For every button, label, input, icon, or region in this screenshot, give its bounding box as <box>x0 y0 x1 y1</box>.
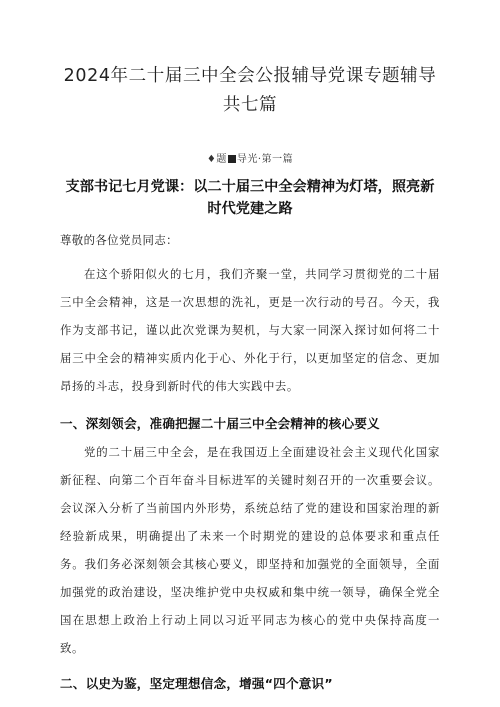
salutation: 尊敬的各位党员同志： <box>60 233 178 247</box>
heading-1: 一、深刻领会，准确把握二十届三中全会精神的核心要义 <box>60 416 380 431</box>
document-title: 2024年二十届三中全会公报辅导党课专题辅导共七篇 <box>63 66 437 115</box>
black-square-icon <box>228 155 236 163</box>
heading-2: 二、以史为鉴，坚定理想信念，增强“四个意识” <box>60 676 333 691</box>
intro-paragraph: 在这个骄阳似火的七月，我们齐聚一堂，共同学习贯彻党的二十届三中全会精神，这是一次思想的洗礼，更是一次行动的号召。今天，我作为支部书记，谨以此次党课为契机，与大家一同深入探讨如何将二十届三中全会的精神实质内化于心、外化于行，以更加坚定的信念、更加昂扬的斗志，投身到新时代的伟大实践中去。 <box>60 267 440 393</box>
paragraph-1: 党的二十届三中全会，是在我国迈上全面建设社会主义现代化国家新征程、向第二个百年奋斗目标进军的关键时刻召开的一次重要会议。会议深入分析了当前国内外形势，系统总结了党的建设和国家治理的新经验新成果，明确提出了未来一个时期党的建设的总体要求和重点任务。我们务必深刻领会其核心要义，即坚持和加强党的全面领导，全面加强党的政治建设，坚决维护党中央权威和集中统一领导，确保全党全国在思想上政治上行动上同以习近平同志为核心的党中央保持高度一致。 <box>60 445 440 655</box>
section-label <box>60 153 440 167</box>
speech-title: 支部书记七月党课：以二十届三中全会精神为灯塔，照亮新时代党建之路 <box>65 179 435 217</box>
section-label-prefix: ♦题 <box>206 154 227 165</box>
section-label-suffix: 导光·第一篇 <box>236 154 294 165</box>
